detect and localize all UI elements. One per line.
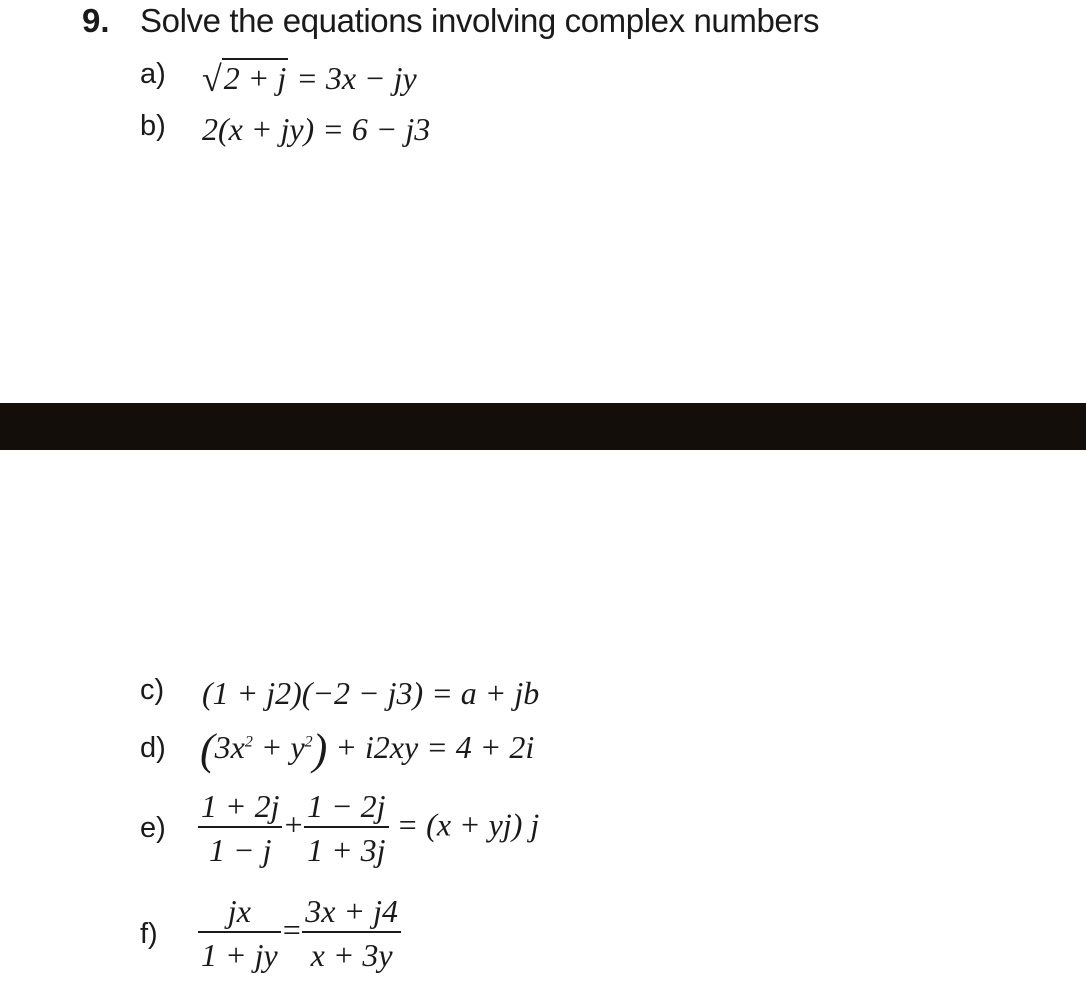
item-e-frac1-den: 1 − j [209,832,272,868]
item-f-equals: = [280,911,303,948]
item-e-fraction-1 [198,790,282,866]
item-a-radicand: 2 + j [223,60,287,96]
item-d-label: d) [140,732,166,764]
item-c-label: c) [140,674,165,706]
item-d-equation [200,725,535,774]
item-f-frac2-den: x + 3y [310,937,393,973]
item-a-label: a) [140,58,166,90]
item-f-equation [198,895,401,971]
item-f-fraction-1 [198,895,281,971]
item-e-fraction-2 [304,790,388,866]
item-d-sup1: 2 [244,733,253,751]
item-b-label: b) [140,110,166,142]
item-a-rhs: = 3x − jy [296,60,417,96]
item-b-equation: 2(x + jy) = 6 − j3 [202,111,431,147]
item-e-rhs: = (x + yj) j [396,806,540,843]
item-e-plus: + [282,806,305,843]
item-e-frac1-num: 1 + 2j [198,790,282,828]
square-root [202,58,288,97]
item-f-frac2-num: 3x + j4 [302,895,401,933]
redaction-bar [0,403,1086,450]
item-f-frac1-num: jx [198,895,281,933]
item-f-frac1-den: 1 + jy [201,937,278,973]
item-e-label: e) [140,812,166,844]
item-f-fraction-2 [302,895,401,971]
right-paren: ) [312,725,328,774]
left-paren: ( [200,725,215,774]
item-e-equation [198,790,539,866]
item-f-label: f) [140,918,158,950]
radical-sign-icon: √ [202,59,222,99]
item-d-rhs: + i2xy = 4 + 2i [335,729,535,765]
problem-title: Solve the equations involving complex numbers [140,2,820,39]
item-e-frac2-den: 1 + 3j [307,832,386,868]
item-a-equation [202,58,417,97]
problem-number: 9. [82,2,110,39]
item-e-frac2-num: 1 − 2j [304,790,388,828]
item-d-inner: 3x [214,729,245,765]
item-c-equation: (1 + j2)(−2 − j3) = a + jb [202,675,540,711]
item-d-sup2: 2 [304,733,313,751]
item-d-mid: + y [252,729,305,765]
